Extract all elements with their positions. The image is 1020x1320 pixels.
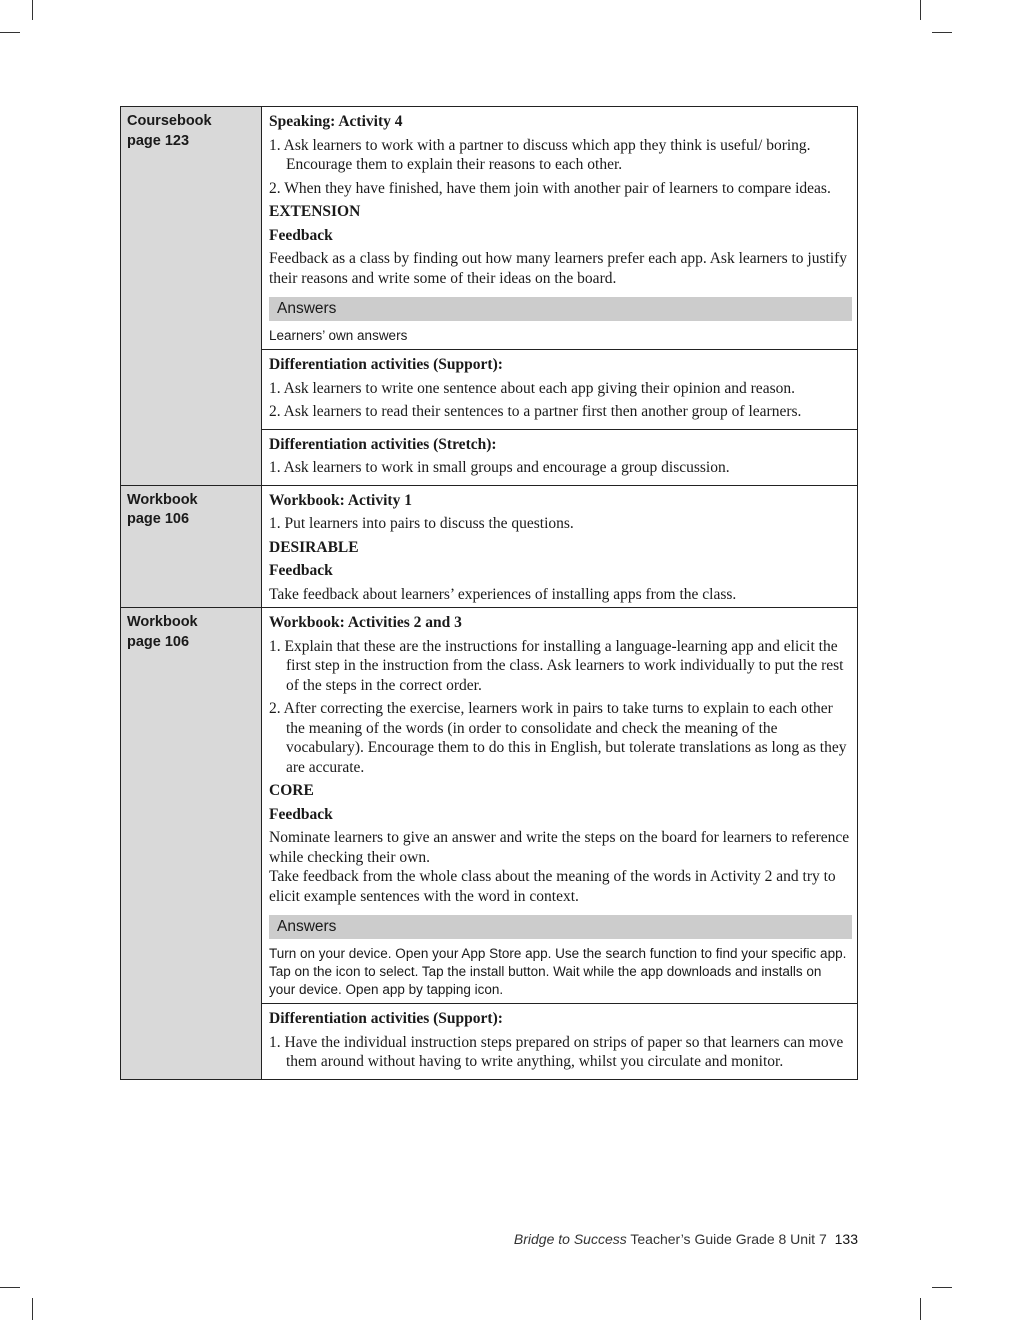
list-item: 1. Ask learners to work in small groups and encourage a group discussion. [269, 459, 730, 476]
list-item: 1. Have the individual instruction steps prepared on strips of paper so that learners can move them around without having to write anything, whilst you circulate and monitor. [269, 1033, 844, 1070]
table-row [121, 485, 858, 608]
crop-mark [920, 1298, 921, 1320]
level-tag: DESIRABLE [269, 538, 359, 556]
table-row [121, 608, 858, 1004]
differentiation-support-cell [262, 350, 858, 430]
crop-mark [932, 32, 952, 33]
activity-heading: Workbook: Activity 1 [269, 491, 412, 509]
answers-text: Learners’ own answers [269, 328, 408, 343]
level-tag: EXTENSION [269, 203, 361, 220]
differentiation-support-cell [262, 1004, 858, 1080]
reference-book: Workbook [127, 614, 198, 630]
activity-heading: Differentiation activities (Support): [269, 1010, 503, 1027]
activity-cell [262, 485, 858, 608]
feedback-text: Nominate learners to give an answer and write the steps on the board for learners to reference while checking their own. [269, 829, 850, 866]
reference-cell [121, 107, 262, 486]
crop-mark [32, 0, 33, 20]
activity-heading: Workbook: Activities 2 and 3 [269, 614, 462, 631]
reference-page: page 123 [127, 132, 190, 149]
answers-heading: Answers [269, 915, 852, 939]
activity-cell [262, 608, 858, 1004]
level-tag: CORE [269, 782, 314, 799]
feedback-text: Take feedback from the whole class about the meaning of the words in Activity 2 and try to elicit example sentences with the word in context. [269, 868, 836, 905]
page-footer [514, 1231, 858, 1247]
list-item: 2. When they have finished, have them join with another pair of learners to compare ideas. [269, 179, 831, 197]
differentiation-stretch-cell [262, 429, 858, 485]
page-number: 133 [834, 1231, 858, 1247]
feedback-heading: Feedback [269, 805, 333, 823]
crop-mark [920, 0, 921, 20]
book-title: Bridge to Success [513, 1231, 627, 1247]
table-row [121, 107, 858, 350]
reference-page: page 106 [127, 633, 190, 650]
crop-mark [0, 1287, 20, 1288]
reference-cell [121, 608, 262, 1080]
reference-book: Coursebook [127, 113, 212, 129]
answers-text: Turn on your device. Open your App Store app. Use the search function to find your specific app. Tap on the icon to select. Tap the install button. Wait while the app downloads and installs on your device. Open app by tapping icon. [269, 946, 847, 997]
answers-heading: Answers [269, 297, 852, 321]
reference-page: page 106 [127, 511, 190, 527]
guide-text: Teacher’s Guide Grade 8 Unit 7 [630, 1231, 827, 1247]
feedback-text: Feedback as a class by finding out how many learners prefer each app. Ask learners to justify their reasons and write some of their ideas on the board. [269, 250, 848, 287]
list-item: 1. Explain that these are the instructions for installing a language-learning app and elicit the first step in the instruction from the class. Ask learners to work individually to put the rest of the steps in the correct order. [269, 637, 844, 694]
crop-mark [32, 1298, 33, 1320]
feedback-heading: Feedback [269, 226, 333, 244]
lesson-plan-table [120, 106, 858, 1080]
activity-heading: Speaking: Activity 4 [269, 113, 403, 130]
feedback-heading: Feedback [269, 562, 333, 579]
list-item: 1. Ask learners to work with a partner to discuss which app they think is useful/ boring. Encourage them to explain their reasons to each other. [269, 136, 811, 173]
reference-cell [121, 485, 262, 608]
list-item: 2. After correcting the exercise, learners work in pairs to take turns to explain to each other the meaning of the words (in order to consolidate and check the meaning of the vocabulary). Encourage them to do this in English, but tolerate translations as long as they are accurate. [269, 700, 847, 776]
activity-heading: Differentiation activities (Stretch): [269, 435, 497, 453]
activity-heading: Differentiation activities (Support): [269, 356, 503, 373]
crop-mark [0, 32, 20, 33]
list-item: 1. Ask learners to write one sentence about each app giving their opinion and reason. [269, 379, 795, 397]
feedback-text: Take feedback about learners’ experiences of installing apps from the class. [269, 585, 737, 603]
reference-book: Workbook [127, 491, 198, 508]
crop-mark [932, 1287, 952, 1288]
list-item: 1. Put learners into pairs to discuss the questions. [269, 515, 574, 532]
list-item: 2. Ask learners to read their sentences to a partner first then another group of learners. [269, 403, 802, 420]
activity-cell [262, 107, 858, 350]
